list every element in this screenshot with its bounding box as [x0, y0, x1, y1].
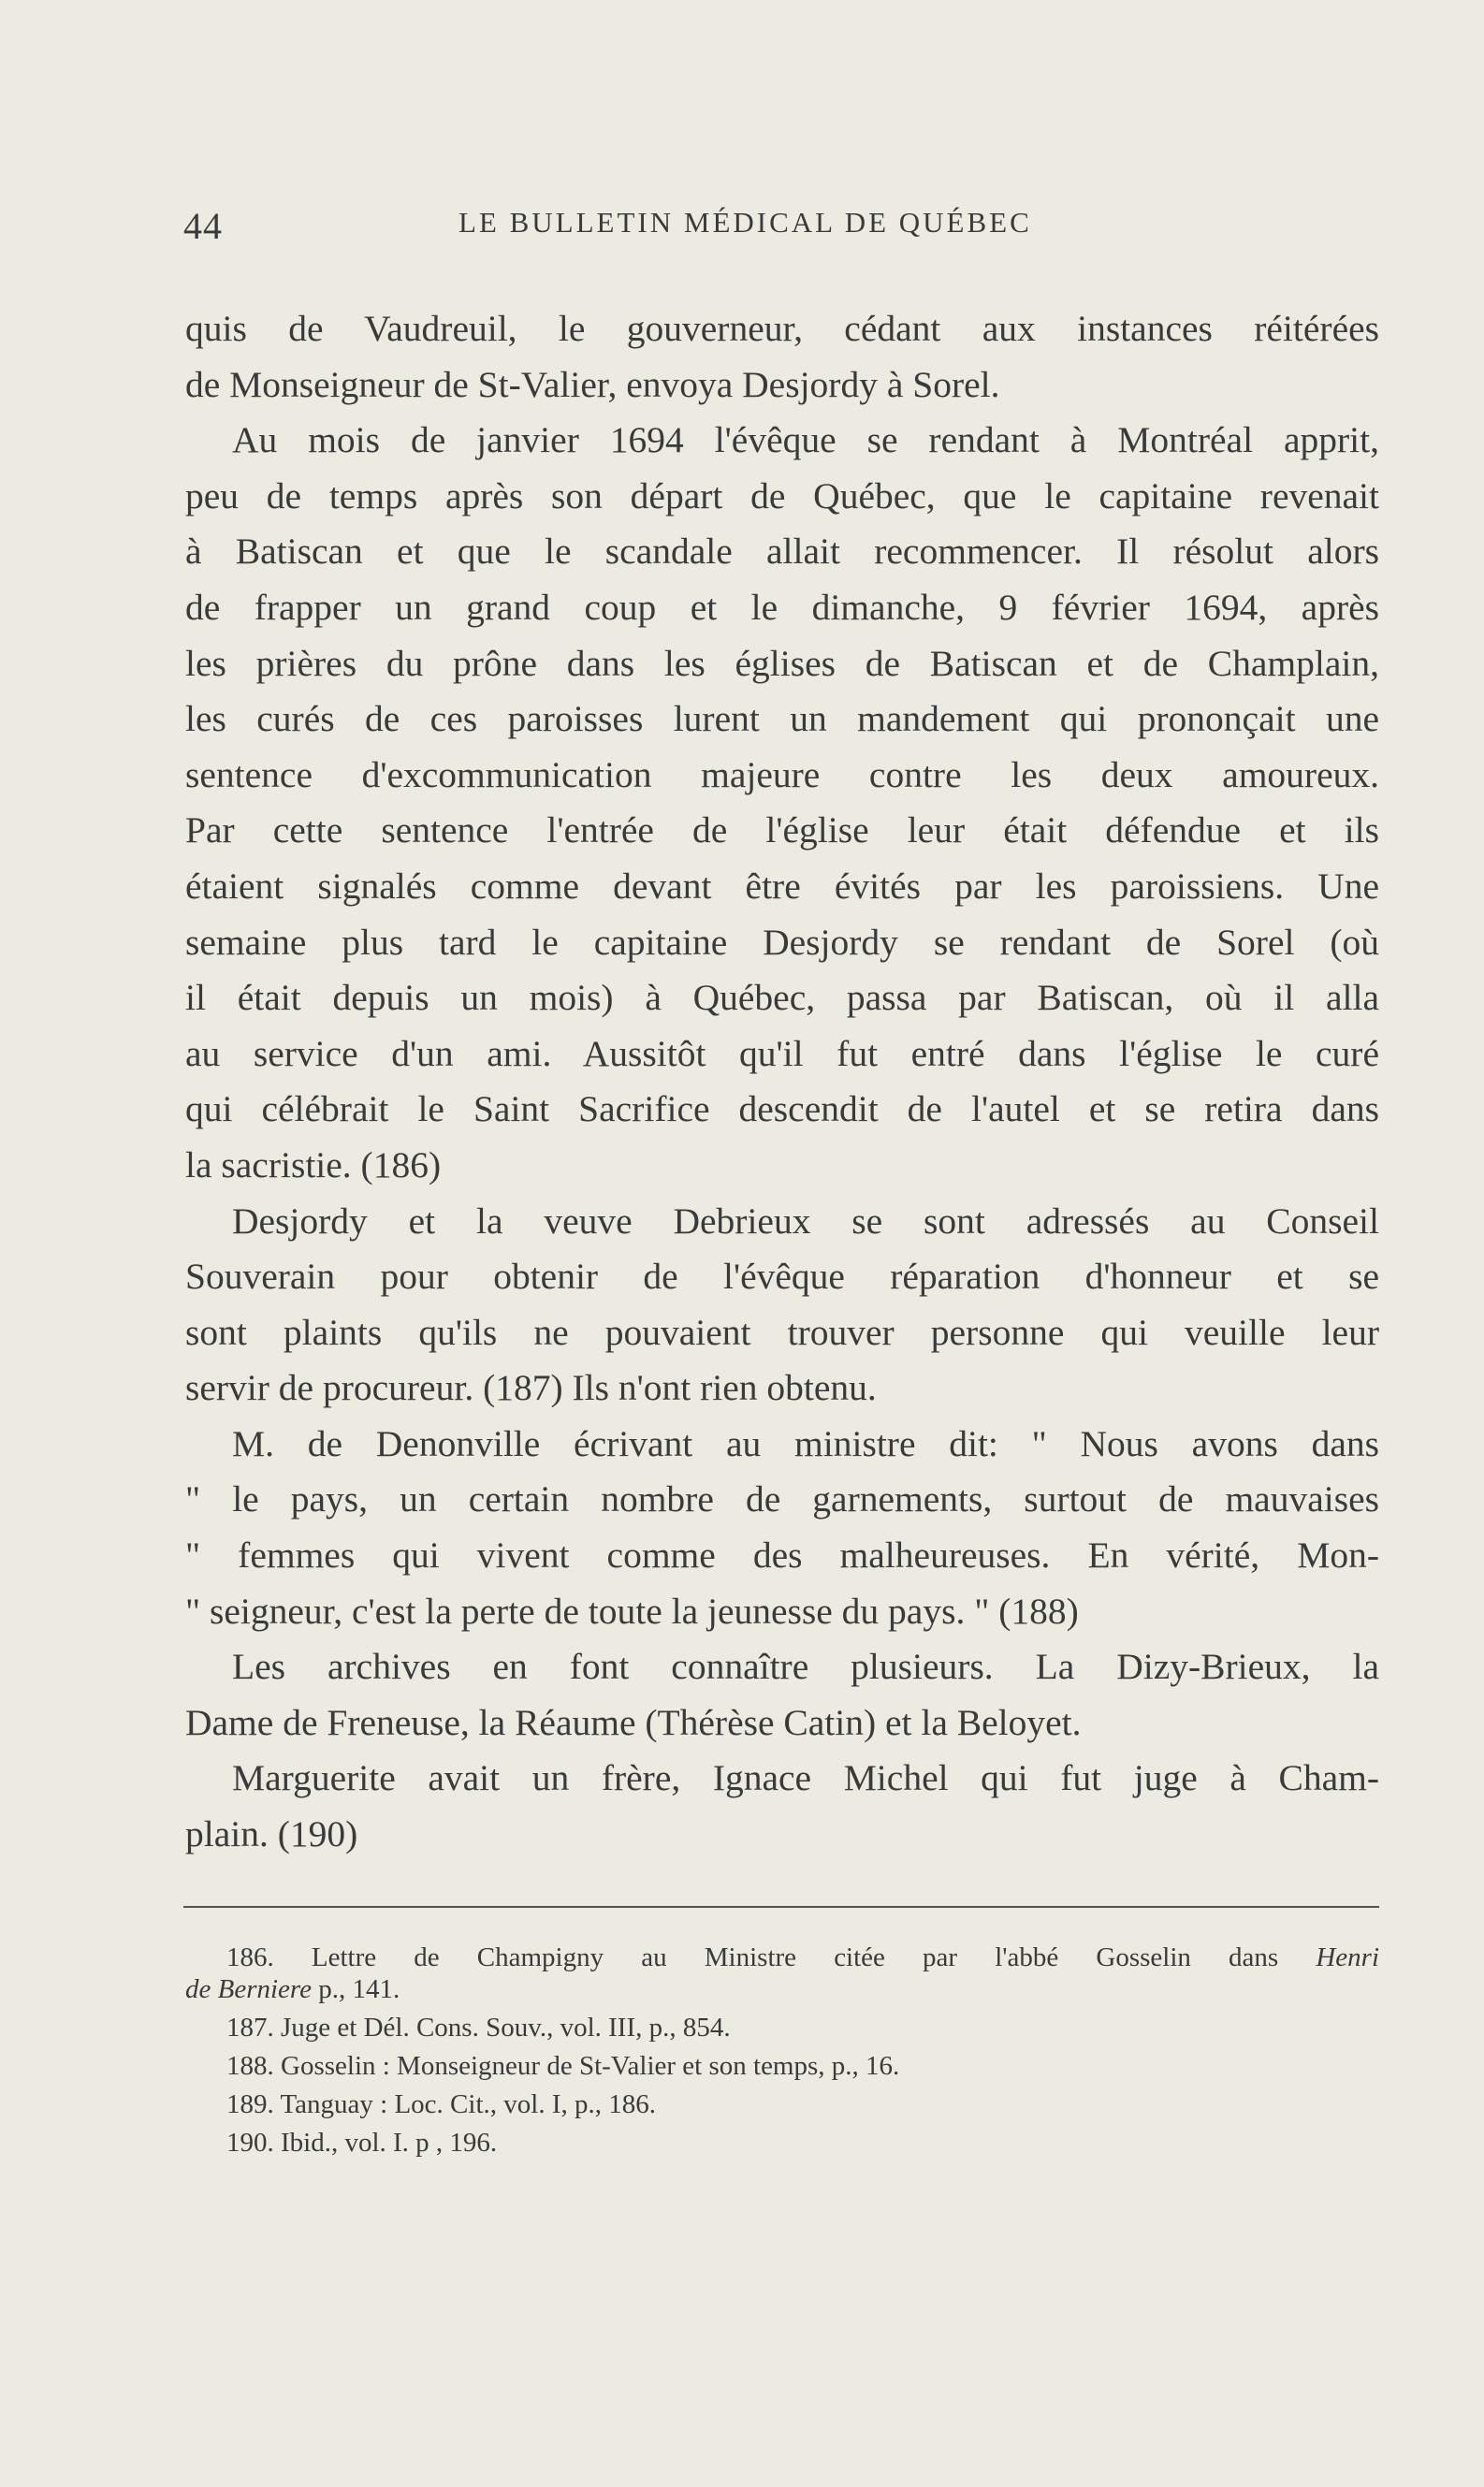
footnote-italic-title: de Berniere — [185, 1974, 313, 2004]
text-line: au service d'un ami. Aussitôt qu'il fut entré dans l'église le curé — [185, 1032, 1379, 1074]
text-line: sentence d'excommunication majeure contre les deux amoureux. — [185, 753, 1379, 795]
text-line: quis de Vaudreuil, le gouverneur, cédant aux instances réitérées — [185, 308, 1379, 349]
footnote-190: 190. Ibid., vol. I. p , 196. — [226, 2128, 498, 2158]
text-line: Par cette sentence l'entrée de l'église leur était défendue et ils — [185, 809, 1379, 851]
text-line: peu de temps après son départ de Québec, que le capitaine revenait — [185, 474, 1379, 516]
footnote-text: p., 141. — [318, 1974, 400, 2004]
text-line: Souverain pour obtenir de l'évêque réparation d'honneur et se — [185, 1256, 1379, 1298]
footnote-text: Lettre de Champigny au Ministre citée par l'abbé Gosselin dans — [311, 1942, 1279, 1972]
text-line: semaine plus tard le capitaine Desjordy se rendant de Sorel (où — [185, 921, 1379, 963]
footnote-number: 186. — [226, 1942, 274, 1972]
footnotes — [185, 1942, 1379, 2159]
footnote-186-continuation — [185, 1973, 1379, 2005]
text-line: Marguerite avait un frère, Ignace Michel qui fut juge à Cham- — [232, 1757, 1379, 1799]
page-number: 44 — [183, 205, 223, 247]
footnote-divider — [183, 1906, 1379, 1908]
footnote-188: 188. Gosselin : Monseigneur de St-Valier et son temps, p., 16. — [226, 2051, 900, 2081]
text-line: Au mois de janvier 1694 l'évêque se rendant à Montréal apprit, — [232, 419, 1379, 461]
text-line: " seigneur, c'est la perte de toute la jeunesse du pays. " (188) — [185, 1590, 1079, 1632]
text-line: à Batiscan et que le scandale allait recommencer. Il résolut alors — [185, 531, 1379, 573]
text-line: " femmes qui vivent comme des malheureuses. En vérité, Mon- — [185, 1534, 1379, 1577]
text-line: les prières du prône dans les églises de Batiscan et de Champlain, — [185, 642, 1379, 684]
body-text — [185, 301, 1379, 1863]
text-line: de frapper un grand coup et le dimanche, 9 février 1694, après — [185, 586, 1379, 628]
text-line: étaient signalés comme devant être évités par les paroissiens. Une — [185, 865, 1379, 907]
text-line: sont plaints qu'ils ne pouvaient trouver personne qui veuille leur — [185, 1311, 1379, 1353]
text-line: plain. (190) — [185, 1813, 358, 1855]
text-line: de Monseigneur de St-Valier, envoya Desjordy à Sorel. — [185, 363, 1000, 405]
footnote-189: 189. Tanguay : Loc. Cit., vol. I, p., 186. — [226, 2089, 656, 2119]
journal-title: LE BULLETIN MÉDICAL DE QUÉBEC — [458, 206, 1032, 239]
text-line: Dame de Freneuse, la Réaume (Thérèse Catin) et la Beloyet. — [185, 1701, 1082, 1743]
footnote-186 — [185, 1942, 1379, 1973]
text-line: Les archives en font connaître plusieurs. La Dizy-Brieux, la — [232, 1646, 1379, 1688]
text-line: il était depuis un mois) à Québec, passa par Batiscan, où il alla — [185, 977, 1379, 1019]
running-head — [183, 204, 1379, 260]
text-line: la sacristie. (186) — [185, 1143, 442, 1185]
text-line: les curés de ces paroisses lurent un mandement qui prononçait une — [185, 698, 1379, 740]
footnote-187: 187. Juge et Dél. Cons. Souv., vol. III, p., 854. — [226, 2013, 731, 2043]
footnote-italic-title: Henri — [1316, 1942, 1380, 1972]
text-line: qui célébrait le Saint Sacrifice descendit de l'autel et se retira dans — [185, 1088, 1379, 1130]
text-line: servir de procureur. (187) Ils n'ont rien obtenu. — [185, 1367, 877, 1409]
text-line: Desjordy et la veuve Debrieux se sont adressés au Conseil — [232, 1200, 1379, 1242]
text-line: " le pays, un certain nombre de garnements, surtout de mauvaises — [185, 1478, 1379, 1520]
text-line: M. de Denonville écrivant au ministre dit: " Nous avons dans — [232, 1422, 1379, 1464]
